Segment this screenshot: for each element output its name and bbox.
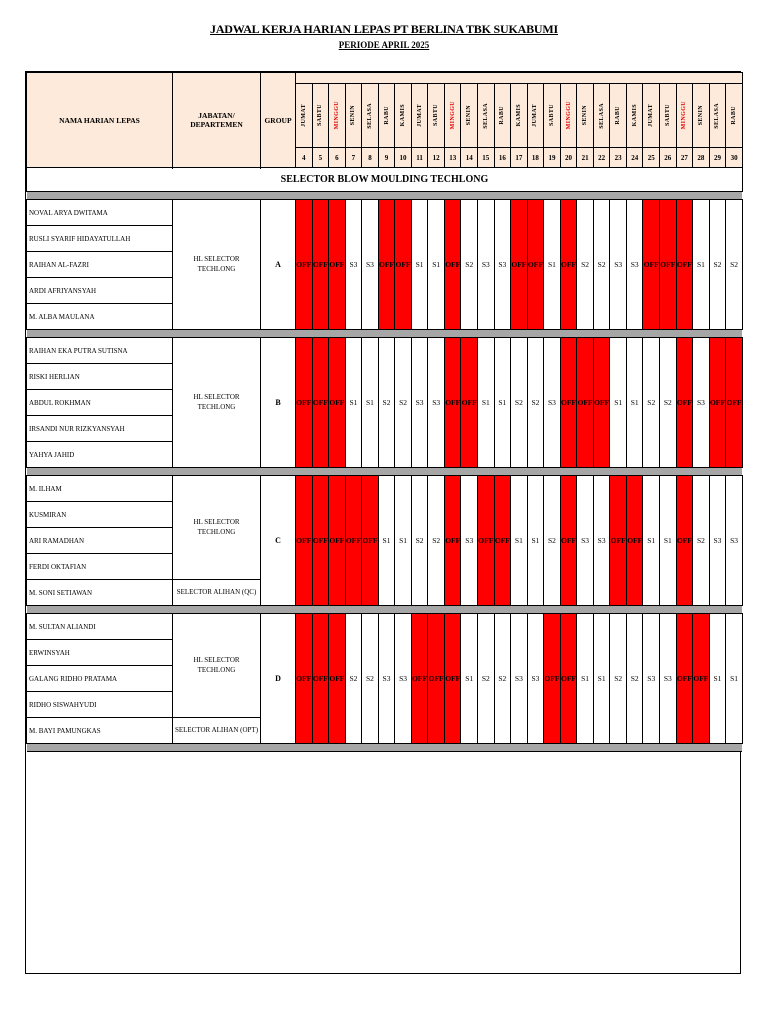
shift-cell: S2: [693, 476, 710, 606]
shift-cell: S3: [660, 614, 677, 744]
shift-off-cell: OFF: [643, 200, 660, 330]
schedule-sheet: [25, 71, 741, 974]
day-name-label: MINGGU: [449, 101, 456, 130]
day-name-label: JUMAT: [648, 104, 655, 127]
day-name-label: JUMAT: [532, 104, 539, 127]
day-name-label: SELASA: [482, 102, 489, 129]
shift-off-cell: OFF: [312, 614, 329, 744]
day-name-header: [511, 84, 528, 148]
day-number-header: 17: [511, 148, 528, 168]
header-group: GROUP: [261, 73, 296, 168]
shift-cell: S2: [610, 614, 627, 744]
day-number-header: 11: [411, 148, 428, 168]
day-name-header: [610, 84, 627, 148]
shift-cell: S3: [577, 476, 594, 606]
shift-cell: S2: [395, 338, 412, 468]
shift-off-cell: OFF: [726, 338, 743, 468]
day-number-header: 5: [312, 148, 329, 168]
day-number-header: 19: [544, 148, 561, 168]
shift-cell: S3: [378, 614, 395, 744]
shift-cell: S2: [527, 338, 544, 468]
day-number-header: 26: [660, 148, 677, 168]
member-name: RIDHO SISWAHYUDI: [27, 692, 173, 718]
shift-cell: S1: [478, 338, 495, 468]
shift-off-cell: OFF: [329, 476, 346, 606]
day-name-label: SABTU: [433, 104, 440, 127]
shift-cell: S3: [345, 200, 362, 330]
shift-cell: S2: [726, 200, 743, 330]
shift-off-cell: OFF: [593, 338, 610, 468]
day-number-header: 10: [395, 148, 412, 168]
shift-off-cell: OFF: [461, 338, 478, 468]
shift-off-cell: OFF: [610, 476, 627, 606]
day-name-label: SELASA: [714, 102, 721, 129]
table-row: [27, 338, 743, 364]
group-separator: [27, 744, 743, 752]
shift-cell: S1: [693, 200, 710, 330]
shift-cell: S2: [345, 614, 362, 744]
shift-off-cell: OFF: [494, 476, 511, 606]
day-number-header: 28: [693, 148, 710, 168]
day-name-label: SABTU: [548, 104, 555, 127]
day-name-header: [461, 84, 478, 148]
member-name: RUSLI SYARIF HIDAYATULLAH: [27, 226, 173, 252]
shift-off-cell: OFF: [296, 476, 313, 606]
day-name-label: RABU: [615, 106, 622, 125]
shift-off-cell: OFF: [428, 614, 445, 744]
jabatan-cell: [173, 476, 261, 580]
day-name-label: SENIN: [697, 105, 704, 126]
group-separator: [27, 606, 743, 614]
day-name-header: [593, 84, 610, 148]
day-name-header: [643, 84, 660, 148]
shift-cell: S1: [610, 338, 627, 468]
day-name-header: [693, 84, 710, 148]
day-name-label: SELASA: [366, 102, 373, 129]
day-number-header: 23: [610, 148, 627, 168]
jabatan-line: TECHLONG: [197, 264, 236, 273]
shift-off-cell: OFF: [560, 476, 577, 606]
day-name-label: KAMIS: [400, 104, 407, 127]
shift-cell: S1: [411, 200, 428, 330]
day-name-label: KAMIS: [515, 104, 522, 127]
day-name-header: [626, 84, 643, 148]
jabatan-line: HL SELECTOR: [193, 392, 240, 401]
shift-cell: S3: [428, 338, 445, 468]
day-name-label: SELASA: [598, 102, 605, 129]
header-jabatan: JABATAN/ DEPARTEMEN: [173, 73, 261, 168]
day-name-label: MINGGU: [681, 101, 688, 130]
jabatan-cell: [173, 338, 261, 468]
shift-off-cell: OFF: [478, 476, 495, 606]
header-name: NAMA HARIAN LEPAS: [27, 73, 173, 168]
shift-cell: S1: [577, 614, 594, 744]
shift-cell: S3: [395, 614, 412, 744]
shift-cell: S2: [544, 476, 561, 606]
shift-cell: S3: [527, 614, 544, 744]
day-number-header: 13: [444, 148, 461, 168]
shift-cell: S3: [461, 476, 478, 606]
member-name: FERDI OKTAFIAN: [27, 554, 173, 580]
day-name-header: [544, 84, 561, 148]
shift-cell: S2: [709, 200, 726, 330]
day-number-header: 14: [461, 148, 478, 168]
shift-cell: S3: [544, 338, 561, 468]
group-separator: [27, 330, 743, 338]
day-number-header: 22: [593, 148, 610, 168]
day-number-header: 8: [362, 148, 379, 168]
shift-off-cell: OFF: [676, 338, 693, 468]
day-name-header: [709, 84, 726, 148]
day-name-header: [560, 84, 577, 148]
shift-off-cell: OFF: [411, 614, 428, 744]
shift-off-cell: OFF: [676, 614, 693, 744]
shift-cell: S1: [362, 338, 379, 468]
shift-off-cell: OFF: [560, 200, 577, 330]
day-number-header: 18: [527, 148, 544, 168]
member-name: RISKI HERLIAN: [27, 364, 173, 390]
day-name-label: MINGGU: [565, 101, 572, 130]
shift-cell: S3: [362, 200, 379, 330]
shift-cell: S2: [411, 476, 428, 606]
member-name: ARI RAMADHAN: [27, 528, 173, 554]
shift-off-cell: OFF: [444, 476, 461, 606]
day-number-header: 27: [676, 148, 693, 168]
member-name: ABDUL ROKHMAN: [27, 390, 173, 416]
day-name-label: SABTU: [317, 104, 324, 127]
shift-cell: S1: [593, 614, 610, 744]
jabatan-cell: [173, 614, 261, 718]
shift-cell: S2: [660, 338, 677, 468]
shift-off-cell: OFF: [560, 338, 577, 468]
member-name: GALANG RIDHO PRATAMA: [27, 666, 173, 692]
shift-off-cell: OFF: [312, 476, 329, 606]
shift-off-cell: OFF: [676, 476, 693, 606]
member-name: NOVAL ARYA DWITAMA: [27, 200, 173, 226]
shift-cell: S3: [411, 338, 428, 468]
shift-cell: S3: [626, 200, 643, 330]
shift-cell: S1: [544, 200, 561, 330]
day-name-label: SENIN: [350, 105, 357, 126]
member-name: M. ALBA MAULANA: [27, 304, 173, 330]
day-name-label: JUMAT: [416, 104, 423, 127]
member-name: RAIHAN EKA PUTRA SUTISNA: [27, 338, 173, 364]
member-name: RAIHAN AL-FAZRI: [27, 252, 173, 278]
shift-off-cell: OFF: [329, 338, 346, 468]
group-cell: B: [261, 338, 296, 468]
shift-cell: S1: [428, 200, 445, 330]
jabatan-line: HL SELECTOR: [193, 254, 240, 263]
day-number-header: 9: [378, 148, 395, 168]
shift-cell: S3: [643, 614, 660, 744]
shift-cell: S3: [478, 200, 495, 330]
day-name-header: [726, 84, 743, 148]
shift-off-cell: OFF: [444, 338, 461, 468]
day-name-header: [428, 84, 445, 148]
day-name-label: SABTU: [664, 104, 671, 127]
header-top-band: [296, 73, 743, 84]
document-period: PERIODE APRIL 2025: [338, 40, 430, 50]
day-number-header: 6: [329, 148, 346, 168]
shift-off-cell: OFF: [527, 200, 544, 330]
day-name-header: [527, 84, 544, 148]
schedule-table: [26, 72, 743, 752]
shift-cell: S1: [461, 614, 478, 744]
shift-cell: S2: [643, 338, 660, 468]
day-name-label: MINGGU: [333, 101, 340, 130]
day-name-header: [411, 84, 428, 148]
day-name-header: [478, 84, 495, 148]
shift-off-cell: OFF: [312, 200, 329, 330]
jabatan-extra-cell: SELECTOR ALIHAN (OPT): [173, 718, 261, 744]
shift-off-cell: OFF: [511, 200, 528, 330]
shift-cell: S3: [693, 338, 710, 468]
shift-cell: S2: [511, 338, 528, 468]
shift-cell: S2: [577, 200, 594, 330]
shift-cell: S2: [626, 614, 643, 744]
jabatan-line: HL SELECTOR: [193, 517, 240, 526]
shift-off-cell: OFF: [660, 200, 677, 330]
shift-cell: S3: [511, 614, 528, 744]
member-name: YAHYA JAHID: [27, 442, 173, 468]
shift-off-cell: OFF: [329, 614, 346, 744]
shift-off-cell: OFF: [709, 338, 726, 468]
day-name-label: RABU: [499, 106, 506, 125]
day-name-header: [676, 84, 693, 148]
member-name: ARDI AFRIYANSYAH: [27, 278, 173, 304]
shift-cell: S1: [643, 476, 660, 606]
day-name-label: RABU: [383, 106, 390, 125]
jabatan-line: TECHLONG: [197, 527, 236, 536]
day-name-header: [660, 84, 677, 148]
shift-cell: S3: [494, 200, 511, 330]
shift-off-cell: OFF: [626, 476, 643, 606]
day-number-header: 29: [709, 148, 726, 168]
day-name-header: [345, 84, 362, 148]
shift-cell: S1: [726, 614, 743, 744]
day-name-header: [329, 84, 346, 148]
shift-cell: S1: [395, 476, 412, 606]
group-cell: C: [261, 476, 296, 606]
day-name-label: SENIN: [466, 105, 473, 126]
day-name-header: [312, 84, 329, 148]
shift-off-cell: OFF: [676, 200, 693, 330]
day-name-header: [296, 84, 313, 148]
shift-cell: S3: [709, 476, 726, 606]
member-name: M. ILHAM: [27, 476, 173, 502]
shift-cell: S1: [345, 338, 362, 468]
shift-off-cell: OFF: [296, 338, 313, 468]
member-name: M. BAYI PAMUNGKAS: [27, 718, 173, 744]
shift-off-cell: OFF: [362, 476, 379, 606]
shift-cell: S1: [378, 476, 395, 606]
shift-cell: S2: [593, 200, 610, 330]
day-name-header: [395, 84, 412, 148]
day-number-header: 4: [296, 148, 313, 168]
table-row: [27, 614, 743, 640]
jabatan-line: TECHLONG: [197, 402, 236, 411]
shift-cell: S2: [478, 614, 495, 744]
day-name-header: [378, 84, 395, 148]
member-name: M. SULTAN ALIANDI: [27, 614, 173, 640]
day-number-header: 20: [560, 148, 577, 168]
shift-cell: S1: [527, 476, 544, 606]
shift-cell: S2: [494, 614, 511, 744]
shift-off-cell: OFF: [444, 200, 461, 330]
table-row: [27, 476, 743, 502]
shift-off-cell: OFF: [577, 338, 594, 468]
shift-off-cell: OFF: [296, 614, 313, 744]
day-name-label: RABU: [731, 106, 738, 125]
member-name: KUSMIRAN: [27, 502, 173, 528]
day-number-header: 30: [726, 148, 743, 168]
shift-cell: S1: [494, 338, 511, 468]
day-number-header: 24: [626, 148, 643, 168]
jabatan-line: HL SELECTOR: [193, 655, 240, 664]
day-name-header: [494, 84, 511, 148]
day-number-header: 12: [428, 148, 445, 168]
day-name-header: [444, 84, 461, 148]
shift-cell: S1: [709, 614, 726, 744]
day-name-header: [577, 84, 594, 148]
shift-cell: S3: [726, 476, 743, 606]
day-name-label: KAMIS: [631, 104, 638, 127]
group-cell: D: [261, 614, 296, 744]
shift-cell: S1: [660, 476, 677, 606]
day-number-header: 25: [643, 148, 660, 168]
shift-off-cell: OFF: [693, 614, 710, 744]
member-name: M. SONI SETIAWAN: [27, 580, 173, 606]
shift-cell: S2: [378, 338, 395, 468]
jabatan-cell: [173, 200, 261, 330]
shift-off-cell: OFF: [560, 614, 577, 744]
shift-cell: S3: [610, 200, 627, 330]
day-number-header: 15: [478, 148, 495, 168]
shift-off-cell: OFF: [544, 614, 561, 744]
shift-off-cell: OFF: [296, 200, 313, 330]
document-title: JADWAL KERJA HARIAN LEPAS PT BERLINA TBK SUKABUMI: [210, 22, 558, 36]
shift-cell: S2: [362, 614, 379, 744]
day-name-label: SENIN: [582, 105, 589, 126]
jabatan-line: TECHLONG: [197, 665, 236, 674]
shift-off-cell: OFF: [345, 476, 362, 606]
day-number-header: 7: [345, 148, 362, 168]
shift-off-cell: OFF: [312, 338, 329, 468]
group-separator: [27, 468, 743, 476]
group-separator: [27, 192, 743, 200]
shift-cell: S3: [593, 476, 610, 606]
shift-cell: S2: [461, 200, 478, 330]
day-name-label: JUMAT: [300, 104, 307, 127]
member-name: IRSANDI NUR RIZKYANSYAH: [27, 416, 173, 442]
group-cell: A: [261, 200, 296, 330]
shift-cell: S1: [511, 476, 528, 606]
jabatan-extra-cell: SELECTOR ALIHAN (QC): [173, 580, 261, 606]
shift-off-cell: OFF: [378, 200, 395, 330]
shift-cell: S2: [428, 476, 445, 606]
shift-off-cell: OFF: [444, 614, 461, 744]
section-title: SELECTOR BLOW MOULDING TECHLONG: [27, 168, 743, 192]
shift-cell: S1: [626, 338, 643, 468]
member-name: ERWINSYAH: [27, 640, 173, 666]
shift-off-cell: OFF: [395, 200, 412, 330]
day-number-header: 16: [494, 148, 511, 168]
shift-off-cell: OFF: [329, 200, 346, 330]
day-name-header: [362, 84, 379, 148]
table-row: [27, 200, 743, 226]
day-number-header: 21: [577, 148, 594, 168]
